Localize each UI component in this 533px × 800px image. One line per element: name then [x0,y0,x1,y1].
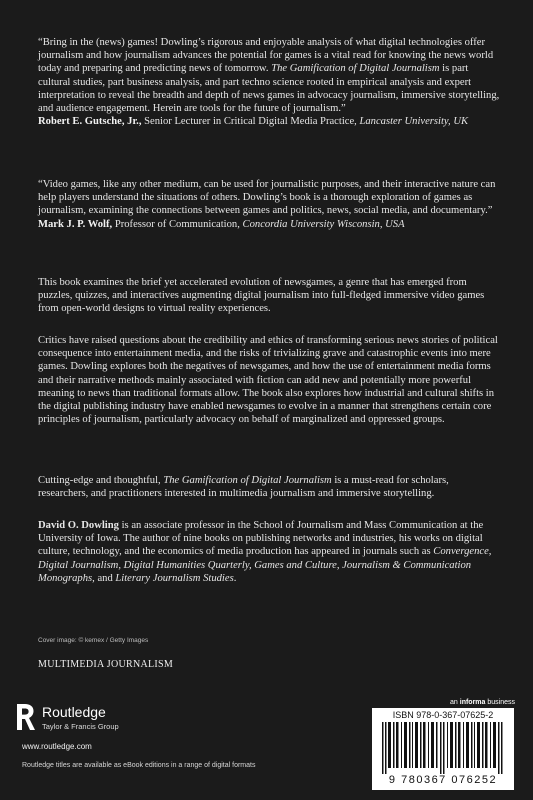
routledge-logo-icon [14,702,36,732]
quote-text: “Video games, like any other medium, can be used for journalistic purposes, and their interactive nature can help players understand the situations of others. Dowling’s book is a thorough exploration of games as journalism, examining the connections between games and politics, news, social media, and documentary.” [38,179,496,217]
quote-attribution: Robert E. Gutsche, Jr., Senior Lecturer in Critical Digital Media Practice, Lancaster University, UK [38,116,469,128]
quote-text: “Bring in the (news) games! Dowling’s rigorous and enjoyable analysis of what digital technologies offer journalism and how journalism advances the potential for games is a vital read for knowing the news world today and preparing and predicting news of tomorrow. The Gamification of Digital Journalism is part cultural studies, part business analysis, and part techno science rooted in empirical analysis and expert interpretation to reveal the breadth and depth of news games in advocacy journalism, immersive storytelling, and audience engagement. Herein are tools for the future of journalism.” [38,37,500,115]
author-bio: David O. Dowling is an associate professor in the School of Journalism and Mass Communication at the University of Iowa. The author of nine books on publishing networks and industries, his works on digital culture, technology, and the economics of media production has appeared in journals such as Convergence, Digital Journalism, Digital Humanities Quarterly, Games and Culture, Journalism & Communication Monographs, and Literary Journalism Studies. [38,520,492,584]
quote-attribution: Mark J. P. Wolf, Professor of Communication, Concordia University Wisconsin, USA [38,218,405,230]
publisher-name: Routledge [42,704,106,720]
publisher-group: Taylor & Francis Group [42,722,119,731]
ebook-note: Routledge titles are available as eBook editions in a range of digital formats [22,762,256,769]
publisher-logo [14,702,144,742]
description-paragraph-2: Critics have raised questions about the credibility and ethics of transforming serious news stories of political consequence into entertainment media, and the risks of trivializing grave and catastrophic events into mere games. Dowling explores both the negatives of newsgames, and how the use of entertainment media forms and their narrative methods mainly associated with fiction can add new and potentially more powerful meaning to news than traditional formats allow. The book also explores how industrial and cultural shifts in the digital publishing industry have enabled newsgames to evolve in a manner that strengthens certain core principles of journalism, particularly advocacy on behalf of marginalized and oppressed groups. [38,335,498,426]
barcode-digits: 9 780367 076252 [388,774,498,786]
isbn-label: ISBN 978-0-367-07625-2 [392,710,494,720]
isbn-barcode [372,708,514,790]
endorsement-quote-2 [38,178,500,231]
description-paragraph-3: Cutting-edge and thoughtful, The Gamification of Digital Journalism is a must-read for scholars, researchers, and practitioners interested in multimedia journalism and immersive storytelling. [38,475,449,500]
description-paragraph-1: This book examines the brief yet accelerated evolution of newsgames, a genre that has emerged from puzzles, quizzes, and interactives augmenting digital journalism into full-fledged immersive video games from open-world designs to virtual reality experiences. [38,277,485,315]
author-name: David O. Dowling [38,520,119,531]
barcode-icon [378,722,508,774]
endorsement-quote-1 [38,36,500,128]
informa-business-label: an informa business [450,699,515,706]
cover-credit: Cover image: © kemex / Getty Images [38,637,149,644]
series-name: MULTIMEDIA JOURNALISM [38,659,174,670]
publisher-url: www.routledge.com [22,742,92,751]
